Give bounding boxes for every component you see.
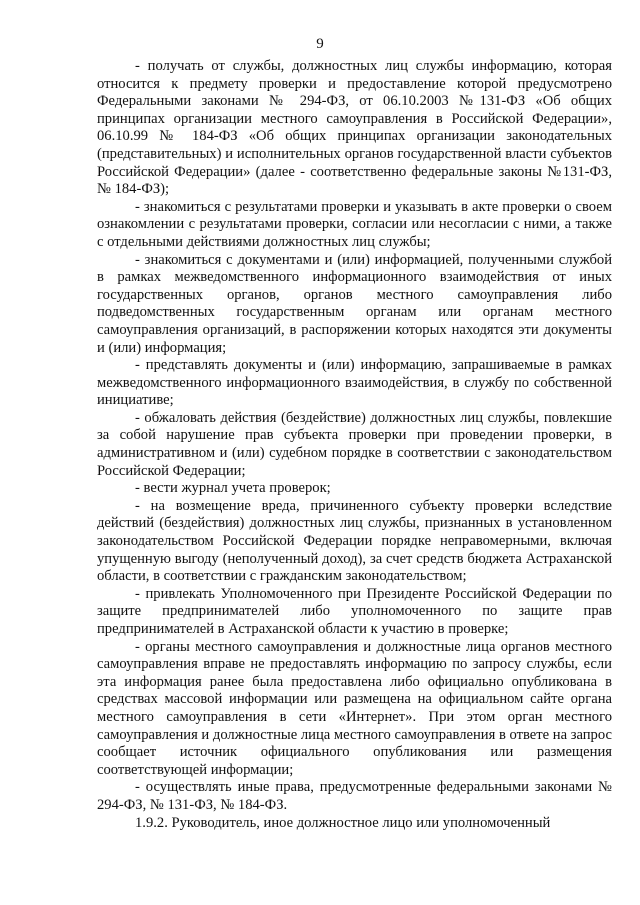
paragraph-right-submit-documents: - представлять документы и (или) информацию, запрашиваемые в рамках межведомственного информационного взаимодействия, в службу по собственной инициативе;: [97, 357, 612, 409]
paragraph-local-authorities: - органы местного самоуправления и должностные лица органов местного самоуправления вправе не предоставлять информацию по запросу службы, если эта информация ранее была предоставлена либо официально опубликована в средствах массовой информации или размещена на официальном сайте органа местного самоуправления в сети «Интернет». При этом орган местного самоуправления и должностные лица местного самоуправления в ответе на запрос сообщает источник официального опубликования или размещения соответствующей информации;: [97, 638, 612, 778]
paragraph-right-involve-ombudsman: - привлекать Уполномоченного при Президенте Российской Федерации по защите предпринимателей либо уполномоченного по защите прав предпринимателей в Астраханской области к участию в проверке;: [97, 585, 612, 637]
document-body: [97, 58, 612, 832]
paragraph-right-compensation: - на возмещение вреда, причиненного субъекту проверки вследствие действий (бездействия) должностных лиц службы, признанных в установленном законодательством Российской Федерации порядке неправомерными, включая упущенную выгоду (неполученный доход), за счет средств бюджета Астраханской области, в соответствии с гражданским законодательством;: [97, 497, 612, 585]
paragraph-right-review-results: - знакомиться с результатами проверки и указывать в акте проверки о своем ознакомлении с результатами проверки, согласии или несогласии с ними, а также с отдельными действиями должностных лиц службы;: [97, 198, 612, 250]
paragraph-right-receive-information: - получать от службы, должностных лиц службы информацию, которая относится к предмету проверки и предоставление которой предусмотрено Федеральными законами № 294-ФЗ, от 06.10.2003 №131-ФЗ «Об общих принципах организации местного самоуправления в Российской Федерации», 06.10.99 № 184-ФЗ «Об общих принципах организации законодательных (представительных) и исполнительных органов государственной власти субъектов Российской Федерации» (далее - соответственно федеральные законы №131-ФЗ, № 184-ФЗ);: [97, 58, 612, 198]
paragraph-right-appeal: - обжаловать действия (бездействие) должностных лиц службы, повлекшие за собой нарушение прав субъекта проверки при проведении проверки, в административном и (или) судебном порядке в соответствии с законодательством Российской Федерации;: [97, 409, 612, 479]
paragraph-right-review-documents: - знакомиться с документами и (или) информацией, полученными службой в рамках межведомственного информационного взаимодействия от иных государственных органов, органов местного самоуправления либо подведомственных государственным органам или органам местного самоуправления организаций, в распоряжении которых находятся эти документы и (или) информация;: [97, 251, 612, 356]
paragraph-section-1-9-2: 1.9.2. Руководитель, иное должностное лицо или уполномоченный: [135, 814, 551, 831]
paragraph-right-keep-log: - вести журнал учета проверок;: [135, 480, 331, 497]
paragraph-other-rights: - осуществлять иные права, предусмотренные федеральными законами № 294-ФЗ, № 131-ФЗ, № 184-ФЗ.: [97, 779, 612, 813]
page-number: 9: [316, 36, 324, 52]
